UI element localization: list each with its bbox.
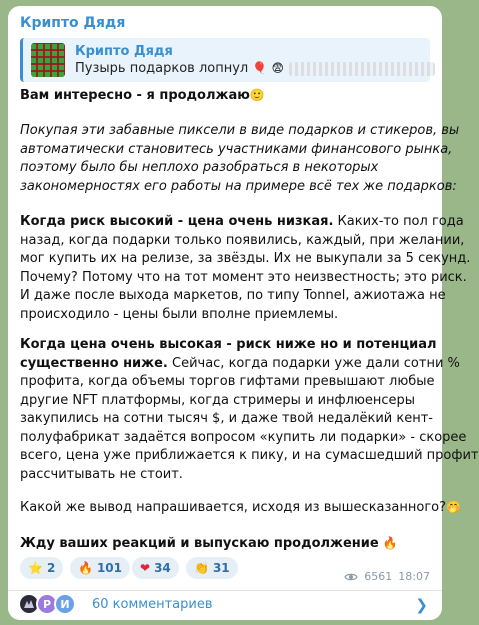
reaction-count: 34 [154, 561, 171, 575]
message-meta [344, 570, 430, 583]
reaction-fire[interactable] [70, 557, 130, 579]
avatar-logo-icon [23, 599, 35, 609]
question-text: Какой же вывод напрашивается, исходя из вышесказанного? [20, 500, 447, 515]
fire-icon: 🔥 [382, 536, 398, 550]
paragraph-line: рассчитывать не стоит. [20, 466, 183, 482]
paragraph-line: всего, цена уже приближается к пику, и на сумасшедший профит [20, 448, 479, 463]
views-count: 6561 [364, 570, 393, 583]
reply-author: Крипто Дядя [75, 44, 173, 59]
eye-icon [344, 572, 358, 582]
closing-line [20, 534, 440, 554]
chevron-right-icon: ❯ [415, 596, 428, 614]
italic-line: закономерностях его работы на примере всё тех же подарков: [20, 178, 457, 194]
closing-text: Жду ваших реакций и выпускаю продолжение [20, 536, 379, 551]
question-line [20, 498, 461, 518]
giggle-icon: 🤭 [446, 500, 461, 514]
reaction-heart[interactable] [132, 557, 179, 579]
paragraph-heading: Когда риск высокий - цена очень низкая. [20, 214, 334, 229]
message-bubble [8, 6, 479, 620]
message-time: 18:07 [398, 570, 430, 583]
fire-icon: 🔥 [78, 561, 93, 575]
italic-line: Покупая эти забавные пиксели в виде подарков и стикеров, вы [20, 123, 460, 138]
italic-line: автоматически становитесь участниками финансового рынка, [20, 141, 453, 157]
paragraph-line: мог купить их на релизе, за звёзды. Их не выкупали за 5 секунд. [20, 251, 471, 266]
reply-text-content: Пузырь подарков лопнул [75, 61, 249, 76]
paragraph-line: полуфабрикат задаётся вопросом «купить ли подарки» - скорее [20, 429, 467, 445]
reply-text [75, 61, 284, 76]
paragraph-text: Каких-то пол года [333, 214, 464, 229]
smile-icon: 🙂 [249, 88, 265, 102]
reply-thumbnail [31, 43, 65, 77]
paragraph-high-price [20, 336, 479, 484]
heart-icon: ❤ [140, 561, 151, 575]
paragraph-line: происходило - цены были вполне приемлемы. [20, 306, 339, 322]
fear-emoji-icon: 😨 [271, 61, 284, 75]
paragraph-line: И даже после выхода маркетов, по типу Tonnel, ажиотажа не [20, 288, 446, 303]
paragraph-line: профита, когда объемы торгов гифтами превышают любые [20, 374, 435, 389]
paragraph-line: закупились на сотни тысяч $, и даже твой недалёкий кент- [20, 411, 433, 426]
paragraph-text: Сейчас, когда подарки уже дали сотни % [167, 355, 460, 371]
avatar: И [54, 593, 76, 615]
reaction-clap[interactable] [186, 557, 238, 579]
paragraph-heading-end: существенно ниже. [20, 355, 168, 371]
star-icon: ⭐ [28, 561, 43, 575]
italic-paragraph [20, 122, 460, 196]
paragraph-high-risk [20, 213, 471, 324]
reaction-count: 31 [212, 561, 230, 575]
italic-line: поэтому было бы неплохо разобраться в некоторых [20, 160, 379, 175]
reaction-count: 101 [96, 561, 123, 575]
channel-name[interactable]: Крипто Дядя [20, 15, 126, 31]
reaction-star[interactable] [20, 557, 63, 579]
clap-icon: 👏 [194, 561, 209, 575]
reply-preview[interactable] [20, 38, 430, 82]
reaction-count: 2 [46, 561, 56, 575]
balloon-icon: 🎈 [252, 61, 268, 75]
paragraph-line: назад, когда подарки только появились, каждый, при желании, [20, 232, 465, 248]
paragraph-heading: Когда цена очень высокая - риск ниже но и потенциал [20, 337, 437, 352]
avatar: Р [36, 593, 58, 615]
paragraph-line: другие NFT платформы, когда стримеры и инфлюенсеры [20, 392, 416, 408]
reply-spoiler-blur [289, 62, 435, 76]
intro-line [20, 86, 440, 106]
intro-text: Вам интересно - я продолжаю [20, 88, 250, 103]
paragraph-line: Почему? Потому что на тот момент это неизвестность; это риск. [20, 269, 467, 285]
comments-count-label: 60 комментариев [92, 597, 213, 612]
comments-button[interactable] [8, 591, 442, 620]
